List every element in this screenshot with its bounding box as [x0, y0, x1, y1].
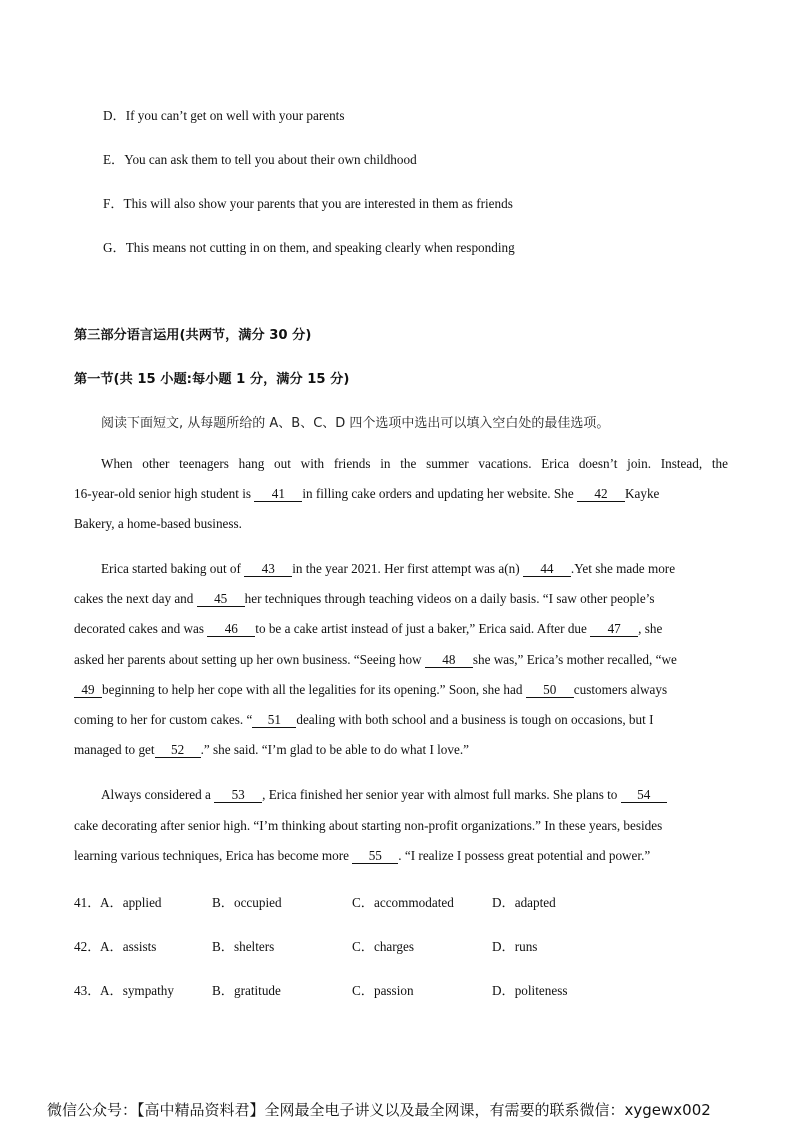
passage-text: .Yet she made more [570, 561, 676, 576]
passage-text: Erica started baking out of [101, 561, 245, 576]
passage-text: . “I realize I possess great potential and power.” [398, 848, 651, 863]
blank-47: 47 [590, 622, 638, 637]
footer-watermark: 微信公众号：【高中精品资料君】全网最全电子讲义以及最全网课，有需要的联系微信：xygewx002 [47, 1101, 711, 1119]
passage-line [74, 486, 659, 502]
choice-c[interactable]: C．accommodated [352, 895, 454, 910]
option-text: This means not cutting in on them, and speaking clearly when responding [125, 240, 515, 255]
option-d [103, 105, 344, 124]
passage-line [101, 561, 675, 577]
option-text: You can ask them to tell you about their own childhood [124, 152, 417, 167]
choice-b[interactable]: B．occupied [212, 895, 282, 910]
option-f [103, 193, 513, 212]
option-text: This will also show your parents that you are interested in them as friends [123, 196, 513, 211]
blank-50: 50 [526, 683, 574, 698]
passage-text: beginning to help her cope with all the legalities for its opening.” Soon, she had [102, 682, 526, 697]
blank-42: 42 [577, 487, 625, 502]
option-letter: E． [103, 152, 125, 167]
passage-text: Always considered a [101, 787, 215, 802]
passage-line [74, 516, 242, 532]
passage-text: cake decorating after senior high. “I’m thinking about starting non-profit organizations.” In these years, besides [74, 818, 663, 833]
instruction: 阅读下面短文, 从每题所给的 A、B、C、D 四个选项中选出可以填入空白处的最佳选项。 [101, 416, 610, 431]
blank-44: 44 [523, 562, 571, 577]
passage-text: .” she said. “I’m glad to be able to do what I love.” [200, 742, 469, 757]
blank-46: 46 [207, 622, 255, 637]
choice-b[interactable]: B．shelters [212, 939, 275, 954]
subsection-title: 第一节(共 15 小题:每小题 1 分，满分 15 分) [74, 372, 350, 387]
blank-49: 49 [74, 683, 102, 698]
passage-text: dealing with both school and a business is tough on occasions, but I [296, 712, 654, 727]
passage-text: coming to her for custom cakes. “ [74, 712, 253, 727]
passage-line [74, 591, 654, 607]
choice-a[interactable]: A．sympathy [100, 983, 174, 998]
blank-52: 52 [155, 743, 201, 758]
option-letter: D． [103, 108, 126, 123]
passage-text: cakes the next day and [74, 591, 197, 606]
question-number: 42． [74, 939, 101, 954]
passage-line [74, 652, 677, 668]
passage-line [74, 682, 667, 698]
passage-text: 16-year-old senior high student is [74, 486, 255, 501]
passage-text: her techniques through teaching videos on a daily basis. “I saw other people’s [244, 591, 655, 606]
passage-line [101, 456, 728, 472]
blank-41: 41 [254, 487, 302, 502]
passage-text: , Erica finished her senior year with almost full marks. She plans to [262, 787, 621, 802]
blank-48: 48 [425, 653, 473, 668]
passage-line [74, 818, 662, 834]
passage-text: in the year 2021. Her first attempt was a(n) [292, 561, 523, 576]
passage-text: in filling cake orders and updating her website. She [302, 486, 577, 501]
passage-line [74, 742, 469, 758]
passage-text: customers always [573, 682, 668, 697]
passage-line [74, 848, 650, 864]
option-letter: F． [103, 196, 124, 211]
blank-43: 43 [244, 562, 292, 577]
choice-c[interactable]: C．passion [352, 983, 414, 998]
passage-text: , she [638, 621, 663, 636]
choice-d[interactable]: D．runs [492, 939, 538, 954]
choice-a[interactable]: A．applied [100, 895, 162, 910]
passage-text: decorated cakes and was [74, 621, 208, 636]
passage-text: she was,” Erica’s mother recalled, “we [472, 652, 677, 667]
passage-line [74, 621, 662, 637]
choice-a[interactable]: A．assists [100, 939, 157, 954]
option-g [103, 237, 515, 256]
passage-text: learning various techniques, Erica has become more [74, 848, 353, 863]
option-letter: G． [103, 240, 126, 255]
passage-text: managed to get [74, 742, 155, 757]
choice-b[interactable]: B．gratitude [212, 983, 281, 998]
blank-51: 51 [252, 713, 296, 728]
option-e [103, 149, 417, 168]
passage-line [101, 787, 667, 803]
passage-text: asked her parents about setting up her own business. “Seeing how [74, 652, 425, 667]
option-text: If you can’t get on well with your parents [125, 108, 345, 123]
choice-d[interactable]: D．politeness [492, 983, 568, 998]
section-title: 第三部分语言运用(共两节，满分 30 分) [74, 328, 312, 343]
question-number: 43． [74, 983, 101, 998]
passage-text: Kayke [624, 486, 660, 501]
blank-45: 45 [197, 592, 245, 607]
passage-line [74, 712, 653, 728]
passage-text: Bakery, a home-based business. [74, 516, 242, 531]
question-number: 41． [74, 895, 101, 910]
choice-c[interactable]: C．charges [352, 939, 415, 954]
passage-text: When other teenagers hang out with friends in the summer vacations. Erica doesn’t join. Instead, the [101, 456, 728, 471]
passage-text: to be a cake artist instead of just a baker,” Erica said. After due [255, 621, 591, 636]
choice-d[interactable]: D．adapted [492, 895, 556, 910]
blank-55: 55 [352, 849, 398, 864]
blank-54: 54 [621, 788, 667, 803]
blank-53: 53 [214, 788, 262, 803]
